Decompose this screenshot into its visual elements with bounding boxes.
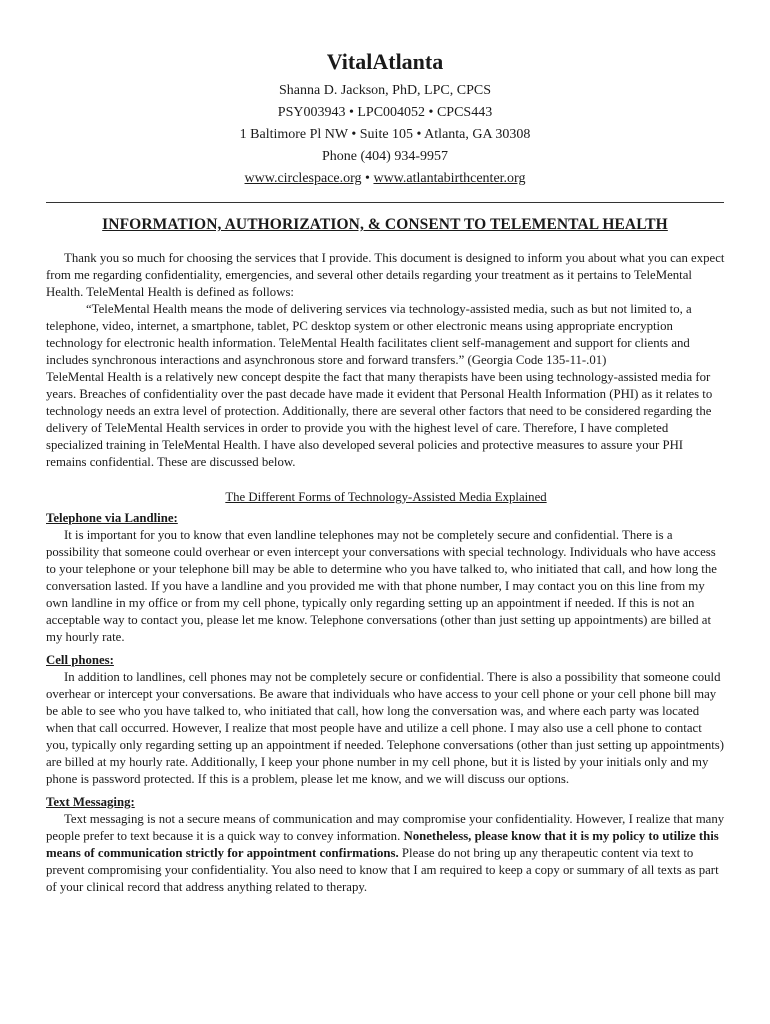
provider-name: Shanna D. Jackson, PhD, LPC, CPCS (279, 83, 491, 98)
media-subtitle: The Different Forms of Technology-Assisted Media Explained (225, 490, 547, 504)
link-separator: • (361, 171, 374, 186)
texting-policy-bold: Nonetheless, please know that it is my policy to utilize this means of communication strictly for appointment confirmations. (46, 829, 719, 860)
document-title: INFORMATION, AUTHORIZATION, & CONSENT TO TELEMENTAL HEALTH (102, 216, 668, 233)
intro-paragraph: Thank you so much for choosing the services that I provide. This document is designed to inform you about what you can expect from me regarding confidentiality, emergencies, and several other details regarding your treatment as it pertains to TeleMental Health. TeleMental Health is defined as follows: (46, 251, 725, 299)
section-heading-landline: Telephone via Landline: (46, 511, 178, 525)
website-link-circlespace[interactable]: www.circlespace.org (244, 171, 362, 186)
website-link-atlantabirthcenter[interactable]: www.atlantabirthcenter.org (373, 171, 526, 186)
website-links (0, 168, 770, 190)
section-text-text-messaging (46, 811, 726, 896)
texting-text-after: Please do not bring up any therapeutic content via text to prevent compromising your confidentiality. You also need to know that I am required to keep a copy or summary of all texts as part of your clinical record that address anything related to therapy. (46, 846, 719, 894)
section-text-cell-phones: In addition to landlines, cell phones may not be completely secure or confidential. There is also a possibility that someone could overhear or intercept your conversations. Be aware that individuals who have access to your cell phone or your cell phone bill may be able to see who you have talked to, who initiated that call, how long the conversation was, and where each party was located when that call occurred. However, I realize that most people have and utilize a cell phone. I may also use a cell phone to contact you, typically only regarding setting up an appointment if needed. Telephone conversations (other than just setting up appointments) are billed at my hourly rate. Additionally, I keep your phone number in my cell phone, but it is listed by your initials only and my phone is password protected. If this is a problem, please let me know, and we will discuss our options. (46, 670, 725, 786)
document-body (46, 250, 726, 896)
section-heading-text-messaging: Text Messaging: (46, 795, 135, 809)
section-heading-cell-phones: Cell phones: (46, 653, 114, 667)
header-divider (46, 202, 724, 203)
section-text-landline: It is important for you to know that even landline telephones may not be completely secure and confidential. There is a possibility that someone could overhear or even intercept your conversations with special technology. Individuals who have access to your telephone or your telephone bill may be able to determine who you have talked to, who initiated that call, and how long the conversation lasted. If you have a landline and you provided me with that phone number, I may contact you on this line from my own landline in my office or from my cell phone, typically only regarding setting up an appointment if needed. If this is not an acceptable way to contact you, please let me know. Telephone conversations (other than just setting up appointments) are billed at my hourly rate. (46, 528, 717, 644)
office-phone: Phone (404) 934-9957 (322, 149, 448, 164)
license-numbers: PSY003943 • LPC004052 • CPCS443 (277, 105, 493, 120)
office-address: 1 Baltimore Pl NW • Suite 105 • Atlanta, GA 30308 (239, 127, 531, 142)
org-name: VitalAtlanta (326, 49, 444, 74)
texting-text-before: Text messaging is not a secure means of communication and may compromise your confidentiality. However, I realize that many people prefer to text because it is a quick way to convey information. (46, 812, 725, 843)
letterhead (0, 48, 770, 190)
overview-paragraph: TeleMental Health is a relatively new concept despite the fact that many therapists have been using technology-assisted media for years. Breaches of confidentiality over the past decade have made it evident that Personal Health Information (PHI) as it relates to technology needs an extra level of protection. Additionally, there are several other factors that need to be considered regarding the delivery of TeleMental Health services in order to provide you with the highest level of care. Therefore, I have completed specialized training in TeleMental Health. I have also developed several policies and protective measures to assure your PHI remains confidential. These are discussed below. (46, 370, 713, 469)
definition-quote: “TeleMental Health means the mode of delivering services via technology-assisted media, such as but not limited to, a telephone, video, internet, a smartphone, tablet, PC desktop system or other electronic means using appropriate encryption technology for electronic health information. TeleMental Health facilitates client self-management and support for clients and includes synchronous interactions and asynchronous store and forward transfers.” (Georgia Code 135-11-.01) (46, 302, 692, 367)
